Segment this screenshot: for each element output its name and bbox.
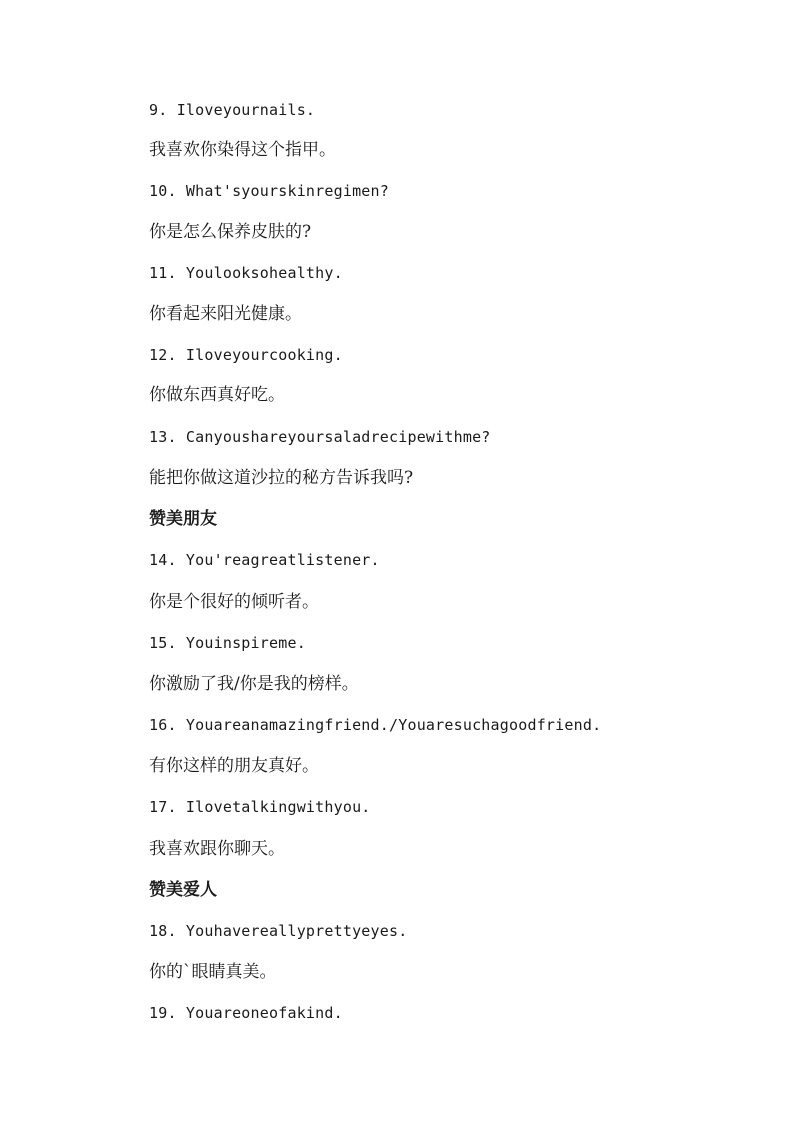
section-heading-friends: 赞美朋友 [149, 509, 217, 529]
phrase-english: 16. Youareanamazingfriend./Youaresuchagoodfriend. [149, 716, 602, 734]
phrase-chinese: 你做东西真好吃。 [149, 385, 285, 405]
phrase-english: 12. Iloveyourcooking. [149, 346, 343, 364]
phrase-chinese: 我喜欢跟你聊天。 [149, 839, 285, 859]
phrase-english: 9. Iloveyournails. [149, 101, 316, 119]
phrase-english: 19. Youareoneofakind. [149, 1004, 343, 1022]
phrase-english: 17. Ilovetalkingwithyou. [149, 798, 371, 816]
phrase-english: 10. What'syourskinregimen? [149, 182, 389, 200]
phrase-chinese: 你是怎么保养皮肤的? [149, 222, 312, 242]
section-heading-lover: 赞美爱人 [149, 880, 217, 900]
phrase-chinese: 你的`眼睛真美。 [149, 962, 277, 982]
phrase-chinese: 你激励了我/你是我的榜样。 [149, 674, 359, 694]
phrase-chinese: 你看起来阳光健康。 [149, 304, 302, 324]
phrase-english: 18. Youhavereallyprettyeyes. [149, 922, 408, 940]
phrase-english: 14. You'reagreatlistener. [149, 551, 380, 569]
phrase-chinese: 你是个很好的倾听者。 [149, 592, 319, 612]
phrase-chinese: 我喜欢你染得这个指甲。 [149, 140, 336, 160]
phrase-english: 13. Canyoushareyoursaladrecipewithme? [149, 428, 491, 446]
phrase-chinese: 有你这样的朋友真好。 [149, 756, 319, 776]
phrase-english: 15. Youinspireme. [149, 634, 306, 652]
phrase-chinese: 能把你做这道沙拉的秘方告诉我吗? [149, 468, 414, 488]
phrase-english: 11. Youlooksohealthy. [149, 264, 343, 282]
